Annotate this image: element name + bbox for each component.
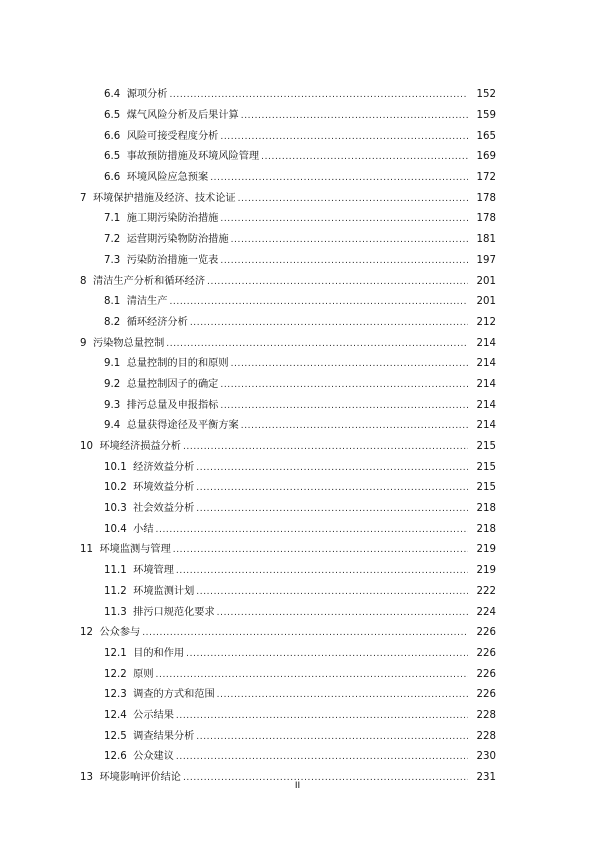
toc-entry-title: 施工期污染防治措施	[126, 213, 219, 225]
toc-entry-title: 总量控制因子的确定	[126, 378, 219, 390]
toc-entry-number: 9.2	[104, 378, 121, 390]
toc-entry[interactable]	[0, 375, 595, 396]
dot-leader	[231, 358, 468, 370]
toc-entry-page: 178	[476, 213, 496, 225]
toc-entry-number: 12.1	[104, 647, 127, 659]
toc-entry-number: 7.1	[104, 213, 121, 225]
toc-entry[interactable]	[0, 395, 595, 416]
toc-entry-number: 9.3	[104, 399, 121, 411]
toc-entry-number: 9.1	[104, 358, 121, 370]
toc-entry-title: 运营期污染物防治措施	[126, 234, 229, 246]
toc-entry[interactable]	[0, 644, 595, 665]
toc-entry-title: 公众参与	[99, 627, 141, 639]
toc-entry-number: 10.3	[104, 503, 127, 515]
toc-entry-page: 215	[476, 441, 496, 453]
toc-entry-number: 10.1	[104, 461, 127, 473]
toc-entry-number: 12	[80, 627, 93, 639]
toc-entry-title: 环境风险应急预案	[126, 172, 209, 184]
toc-entry-title: 经济效益分析	[133, 461, 195, 473]
toc-entry-title: 公众建议	[133, 751, 174, 763]
dot-leader	[156, 524, 468, 536]
toc-entry-page: 169	[476, 151, 496, 163]
dot-leader	[207, 276, 468, 288]
dot-leader	[220, 131, 468, 143]
toc-entry-page: 226	[476, 627, 496, 639]
toc-entry-page: 181	[476, 234, 496, 246]
toc-entry-title: 社会效益分析	[133, 503, 195, 515]
toc-entry-number: 6.4	[104, 89, 121, 101]
toc-entry-number: 10.4	[104, 523, 127, 535]
dot-leader	[142, 627, 468, 639]
toc-entry-page: 214	[476, 358, 496, 370]
dot-leader	[220, 400, 468, 412]
toc-entry-number: 10	[80, 441, 93, 453]
toc-entry-title: 总量获得途径及平衡方案	[126, 420, 239, 432]
dot-leader	[220, 255, 468, 267]
toc-entry[interactable]	[0, 582, 595, 603]
toc-entry[interactable]	[0, 251, 595, 272]
toc-entry-page: 201	[476, 275, 496, 287]
toc-entry-number: 6.6	[104, 130, 121, 142]
toc-entry-number: 7.2	[104, 234, 121, 246]
table-of-contents	[0, 85, 595, 788]
dot-leader	[217, 607, 468, 619]
toc-entry-title: 清洁生产	[126, 296, 168, 308]
toc-entry[interactable]	[0, 747, 595, 768]
toc-entry-number: 7	[80, 192, 87, 204]
dot-leader	[176, 710, 468, 722]
toc-entry-title: 污染防治措施一览表	[126, 254, 219, 266]
toc-entry-number: 9.4	[104, 420, 121, 432]
toc-entry-page: 215	[476, 482, 496, 494]
toc-entry-title: 环境监测计划	[133, 585, 195, 597]
dot-leader	[166, 338, 468, 350]
toc-entry-number: 11	[80, 544, 93, 556]
toc-entry-number: 8	[80, 275, 87, 287]
dot-leader	[186, 648, 468, 660]
toc-entry-title: 源项分析	[126, 89, 168, 101]
dot-leader	[173, 544, 468, 556]
toc-entry-title: 环境经济损益分析	[99, 441, 181, 453]
toc-entry-title: 风险可接受程度分析	[126, 130, 219, 142]
page-footer-number: II	[294, 781, 301, 791]
dot-leader	[196, 462, 468, 474]
toc-entry[interactable]	[0, 561, 595, 582]
dot-leader	[196, 503, 468, 515]
toc-entry-number: 8.1	[104, 296, 121, 308]
toc-entry[interactable]	[0, 292, 595, 313]
toc-entry[interactable]	[0, 230, 595, 251]
toc-entry-number: 11.1	[104, 565, 127, 577]
toc-entry[interactable]	[0, 354, 595, 375]
toc-entry-page: 214	[476, 420, 496, 432]
toc-entry-title: 煤气风险分析及后果计算	[126, 110, 239, 122]
dot-leader	[261, 151, 468, 163]
toc-entry-page: 165	[476, 130, 496, 142]
toc-entry-page: 226	[476, 647, 496, 659]
toc-entry-number: 12.4	[104, 709, 127, 721]
toc-entry-page: 231	[476, 772, 496, 784]
toc-entry[interactable]	[0, 437, 595, 458]
toc-entry-number: 12.2	[104, 668, 127, 680]
toc-entry-title: 目的和作用	[133, 647, 185, 659]
toc-entry-page: 214	[476, 399, 496, 411]
dot-leader	[196, 586, 468, 598]
dot-leader	[169, 296, 468, 308]
toc-entry-page: 228	[476, 730, 496, 742]
dot-leader	[220, 379, 468, 391]
toc-entry-page: 218	[476, 503, 496, 515]
toc-entry-page: 214	[476, 337, 496, 349]
dot-leader	[210, 172, 468, 184]
toc-entry-number: 7.3	[104, 254, 121, 266]
toc-entry-title: 环境监测与管理	[99, 544, 171, 556]
toc-entry[interactable]	[0, 519, 595, 540]
toc-entry-page: 228	[476, 709, 496, 721]
toc-entry[interactable]	[0, 706, 595, 727]
toc-entry[interactable]	[0, 209, 595, 230]
dot-leader	[156, 669, 468, 681]
toc-entry-number: 9	[80, 337, 87, 349]
toc-entry[interactable]	[0, 540, 595, 561]
dot-leader	[241, 110, 468, 122]
dot-leader	[241, 420, 468, 432]
toc-entry[interactable]	[0, 85, 595, 106]
toc-entry[interactable]	[0, 271, 595, 292]
dot-leader	[183, 441, 468, 453]
toc-entry[interactable]	[0, 685, 595, 706]
toc-entry-page: 226	[476, 689, 496, 701]
dot-leader	[196, 482, 468, 494]
toc-entry-number: 11.2	[104, 585, 127, 597]
toc-entry-page: 172	[476, 172, 496, 184]
toc-entry-title: 总量控制的目的和原则	[126, 358, 229, 370]
toc-entry-page: 212	[476, 316, 496, 328]
toc-entry-title: 环境影响评价结论	[99, 772, 181, 784]
dot-leader	[176, 751, 468, 763]
toc-entry-title: 环境效益分析	[133, 482, 195, 494]
toc-entry-title: 污染物总量控制	[92, 337, 165, 349]
toc-entry[interactable]	[0, 664, 595, 685]
toc-entry-title: 环境管理	[133, 565, 174, 577]
toc-entry-title: 调查的方式和范围	[133, 689, 215, 701]
toc-entry-page: 219	[476, 544, 496, 556]
toc-entry-number: 11.3	[104, 606, 127, 618]
toc-entry-title: 原则	[133, 668, 154, 680]
toc-entry[interactable]	[0, 623, 595, 644]
toc-entry-title: 排污口规范化要求	[133, 606, 215, 618]
toc-entry-number: 6.6	[104, 172, 121, 184]
dot-leader	[217, 689, 468, 701]
toc-entry[interactable]	[0, 499, 595, 520]
toc-entry[interactable]	[0, 126, 595, 147]
toc-entry[interactable]	[0, 726, 595, 747]
toc-entry-number: 6.5	[104, 110, 121, 122]
toc-entry-page: 214	[476, 378, 496, 390]
toc-entry-page: 159	[476, 110, 496, 122]
toc-entry-number: 12.3	[104, 689, 127, 701]
toc-entry-title: 调查结果分析	[133, 730, 195, 742]
toc-entry-page: 226	[476, 668, 496, 680]
toc-entry[interactable]	[0, 333, 595, 354]
toc-entry-number: 10.2	[104, 482, 127, 494]
toc-entry-number: 13	[80, 772, 93, 784]
toc-entry[interactable]	[0, 106, 595, 127]
toc-entry-page: 178	[476, 192, 496, 204]
dot-leader	[176, 565, 468, 577]
dot-leader	[238, 193, 468, 205]
toc-entry-title: 清洁生产分析和循环经济	[92, 275, 206, 287]
toc-entry-title: 环境保护措施及经济、技术论证	[92, 192, 236, 204]
toc-entry-title: 公示结果	[133, 709, 174, 721]
toc-entry[interactable]	[0, 457, 595, 478]
toc-entry-page: 224	[476, 606, 496, 618]
toc-entry[interactable]	[0, 313, 595, 334]
toc-entry[interactable]	[0, 602, 595, 623]
toc-entry-title: 循环经济分析	[126, 316, 188, 328]
toc-entry-page: 201	[476, 296, 496, 308]
toc-entry-number: 12.6	[104, 751, 127, 763]
dot-leader	[231, 234, 468, 246]
toc-entry[interactable]	[0, 188, 595, 209]
toc-entry-page: 152	[476, 89, 496, 101]
dot-leader	[190, 317, 468, 329]
toc-entry-page: 218	[476, 523, 496, 535]
toc-entry-page: 215	[476, 461, 496, 473]
toc-entry-page: 219	[476, 565, 496, 577]
toc-entry-number: 12.5	[104, 730, 127, 742]
toc-entry[interactable]	[0, 147, 595, 168]
dot-leader	[220, 213, 468, 225]
toc-entry-page: 230	[476, 751, 496, 763]
toc-entry-title: 小结	[133, 523, 154, 535]
toc-entry-page: 197	[476, 254, 496, 266]
toc-entry-page: 222	[476, 585, 496, 597]
toc-entry-title: 事故预防措施及环境风险管理	[126, 151, 260, 163]
toc-entry-number: 6.5	[104, 151, 121, 163]
toc-entry[interactable]	[0, 478, 595, 499]
toc-entry[interactable]	[0, 416, 595, 437]
toc-entry-number: 8.2	[104, 316, 121, 328]
toc-entry[interactable]	[0, 168, 595, 189]
toc-entry-title: 排污总量及申报指标	[126, 399, 219, 411]
dot-leader	[169, 89, 468, 101]
dot-leader	[196, 731, 468, 743]
